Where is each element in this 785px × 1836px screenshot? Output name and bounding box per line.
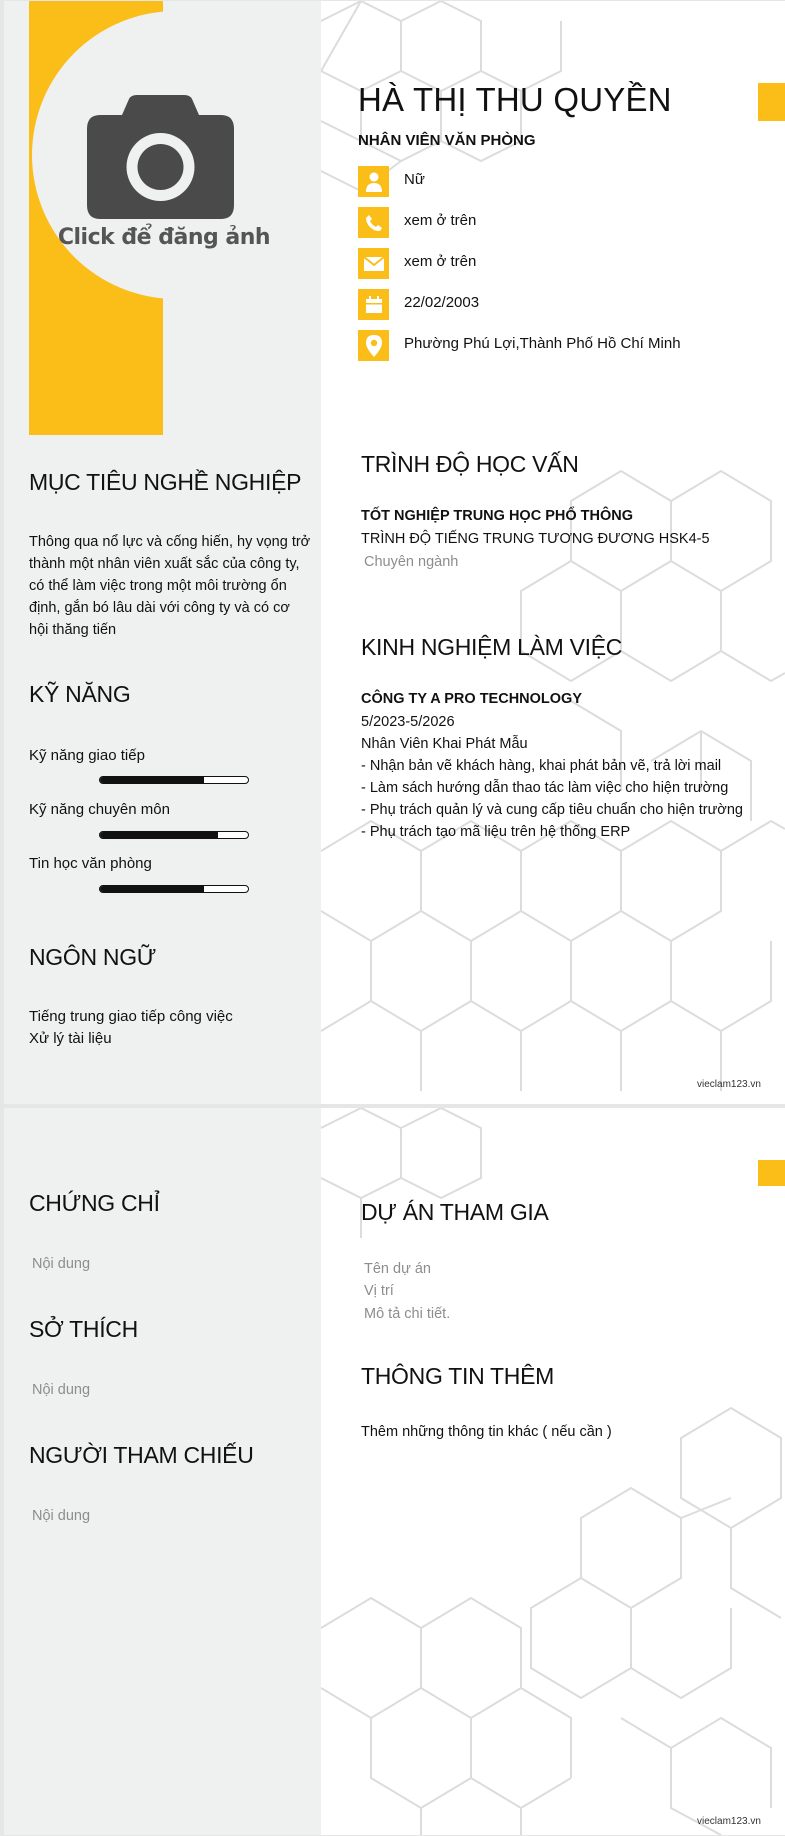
phone-icon-box [358, 207, 389, 238]
watermark: vieclam123.vn [697, 1079, 761, 1090]
photo-upload-label[interactable]: Click để đăng ảnh [57, 225, 271, 250]
language-line: Xử lý tài liệu [29, 1030, 112, 1047]
cv-page-1 [4, 1, 785, 1104]
experience-duty: - Làm sách hướng dẫn thao tác làm việc cho hiện trường [361, 780, 729, 796]
more-info-heading: THÔNG TIN THÊM [361, 1363, 555, 1389]
references-heading: NGƯỜI THAM CHIẾU [29, 1442, 254, 1468]
skill-name: Kỹ năng chuyên môn [29, 801, 170, 818]
experience-duty: - Phụ trách quản lý và cung cấp tiêu chuẩn cho hiện trường [361, 802, 743, 818]
address-value: Phường Phú Lợi,Thành Phố Hồ Chí Minh [404, 335, 681, 352]
full-name: HÀ THỊ THU QUYỀN [358, 81, 672, 118]
language-line: Tiếng trung giao tiếp công việc [29, 1008, 233, 1025]
gender-value: Nữ [404, 171, 425, 188]
skill-bar [99, 885, 249, 893]
project-description[interactable]: Mô tả chi tiết. [364, 1306, 451, 1322]
cv-page-2 [4, 1108, 785, 1835]
address-icon-box [358, 330, 389, 361]
hobbies-heading: SỞ THÍCH [29, 1316, 138, 1342]
objective-line: Thông qua nổ lực và cống hiến, hy vọng trở [29, 534, 311, 550]
skill-bar-fill [100, 832, 218, 838]
hobbies-content[interactable]: Nội dung [32, 1382, 91, 1398]
languages-heading: NGÔN NGỮ [29, 944, 157, 970]
watermark: vieclam123.vn [697, 1816, 761, 1827]
skills-heading: KỸ NĂNG [29, 681, 131, 707]
mail-icon-box [358, 248, 389, 279]
gender-icon-box [358, 166, 389, 197]
experience-company: CÔNG TY A PRO TECHNOLOGY [361, 691, 583, 707]
project-role[interactable]: Vị trí [364, 1283, 394, 1299]
phone-value: xem ở trên [404, 212, 477, 229]
more-info-content[interactable]: Thêm những thông tin khác ( nếu cần ) [361, 1424, 612, 1440]
skill-bar [99, 776, 249, 784]
experience-heading: KINH NGHIỆM LÀM VIỆC [361, 634, 623, 660]
job-title: NHÂN VIÊN VĂN PHÒNG [358, 132, 536, 149]
person-icon [365, 172, 383, 192]
project-name[interactable]: Tên dự án [364, 1261, 431, 1277]
email-value: xem ở trên [404, 253, 477, 270]
phone-icon [365, 214, 383, 232]
skill-bar-fill [100, 886, 204, 892]
education-school: TỐT NGHIỆP TRUNG HỌC PHỔ THÔNG [361, 508, 634, 524]
skill-name: Kỹ năng giao tiếp [29, 747, 145, 764]
experience-duty: - Nhận bản vẽ khách hàng, khai phát bản vẽ, trả lời mail [361, 758, 722, 774]
objective-heading: MỤC TIÊU NGHỀ NGHIỆP [29, 469, 302, 495]
projects-heading: DỰ ÁN THAM GIA [361, 1199, 549, 1225]
cube-pattern-background [321, 1, 785, 1104]
skill-name: Tin học văn phòng [29, 855, 152, 872]
left-column [4, 1108, 321, 1835]
skill-bar-fill [100, 777, 204, 783]
certificates-content[interactable]: Nội dung [32, 1256, 91, 1272]
corner-accent [758, 1160, 785, 1186]
calendar-icon [365, 296, 383, 314]
corner-accent [758, 83, 785, 121]
skill-bar [99, 831, 249, 839]
experience-period: 5/2023-5/2026 [361, 714, 455, 730]
location-pin-icon [366, 335, 382, 357]
references-content[interactable]: Nội dung [32, 1508, 91, 1524]
objective-line: hội thăng tiến [29, 622, 117, 638]
camera-icon[interactable] [87, 95, 234, 219]
experience-role: Nhân Viên Khai Phát Mẫu [361, 736, 528, 752]
education-detail: TRÌNH ĐỘ TIẾNG TRUNG TƯƠNG ĐƯƠNG HSK4-5 [361, 531, 710, 547]
objective-line: có thể làm việc trong một môi trường ổn [29, 578, 287, 594]
birthday-icon-box [358, 289, 389, 320]
objective-line: thành một nhân viên xuất sắc của công ty, [29, 556, 300, 572]
mail-icon [364, 257, 384, 271]
experience-duty: - Phụ trách tạo mã liệu trên hệ thống ERP [361, 824, 631, 840]
education-major[interactable]: Chuyên ngành [364, 554, 459, 570]
certificates-heading: CHỨNG CHỈ [29, 1190, 160, 1216]
education-heading: TRÌNH ĐỘ HỌC VẤN [361, 451, 579, 477]
objective-line: định, gắn bó lâu dài với công ty và có cơ [29, 600, 290, 616]
birthday-value: 22/02/2003 [404, 294, 480, 311]
